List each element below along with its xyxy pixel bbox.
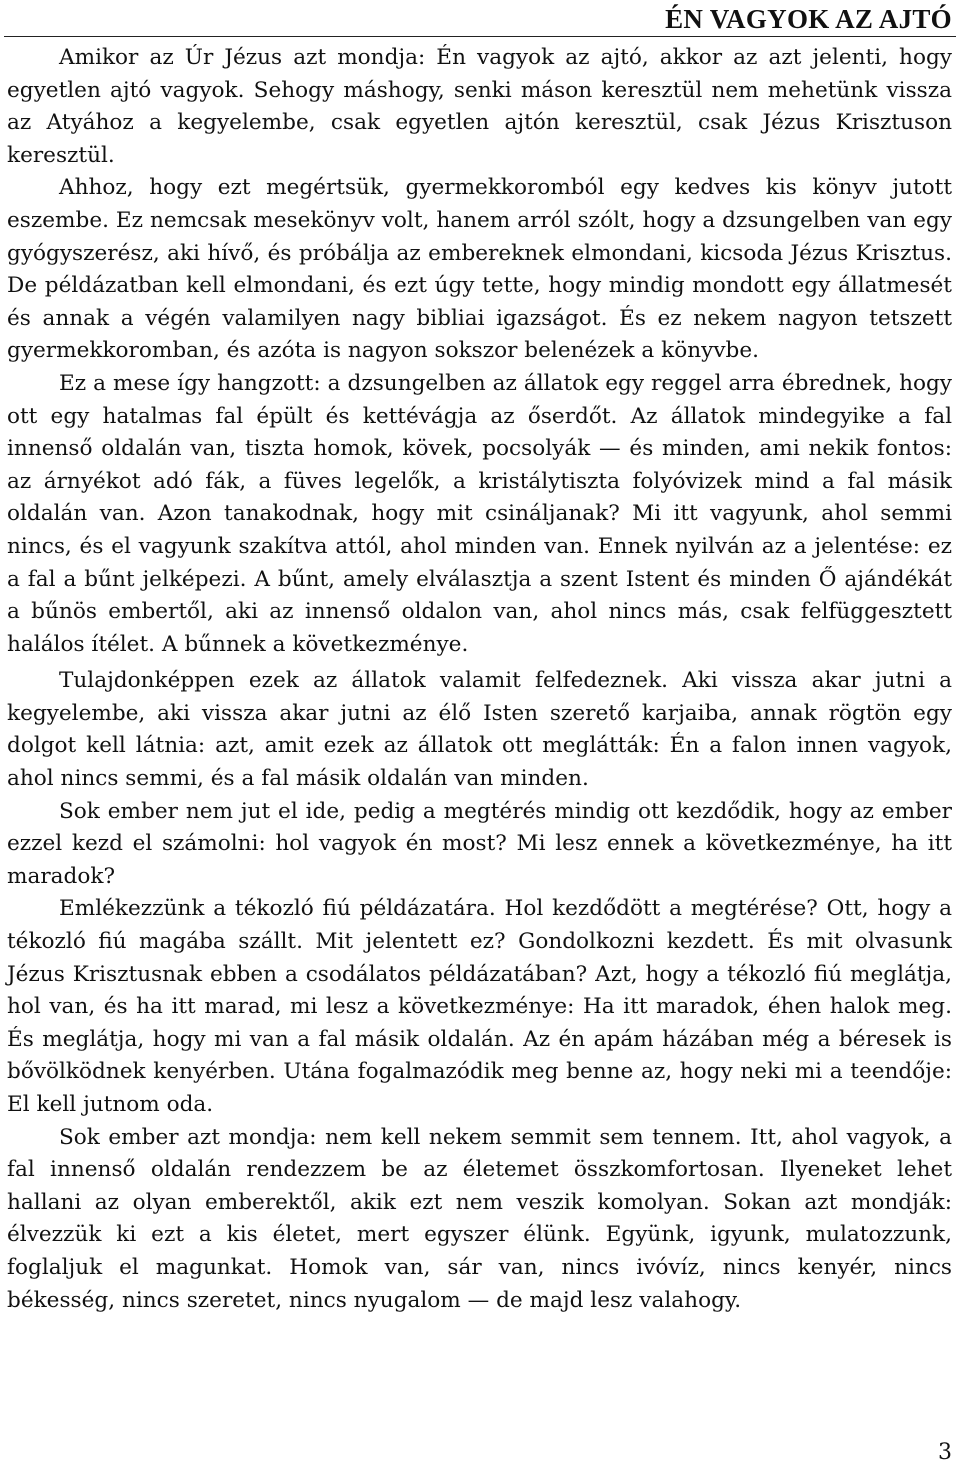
running-header-title: ÉN VAGYOK AZ AJTÓ xyxy=(665,4,952,34)
paragraph-6: Emlékezzünk a tékozló fiú példázatára. Hol kezdődött a megtérése? Ott, hogy a tékozló fiú magába szállt. Mit jelentett ez? Gondolkozni kezdett. És mit olvasunk Jézus Krisztusnak ebben a csodálatos példázatában? Azt, hogy a tékozló fiú meglátja, hol van, és ha itt marad, mi lesz a következménye: Ha itt maradok, éhen halok meg. És meglátja, hogy mi van a fal másik oldalán. Az én apám házában még a béresek is bővölködnek kenyérben. Utána fogalmazódik meg benne az, hogy neki mi a teendője: El kell jutnom oda. xyxy=(7,896,952,1117)
paragraph-7: Sok ember azt mondja: nem kell nekem semmit sem tennem. Itt, ahol vagyok, a fal innenső oldalán rendezzem be az életemet összkomfortosan. Ilyeneket lehet hallani az olyan emberektől, akik ezt nem veszik komolyan. Sokan azt mondják: élvezzük ki ezt a kis életet, mert egyszer élünk. Együnk, igyunk, mulatozzunk, foglaljuk el magunkat. Homok van, sár van, nincs ivóvíz, nincs kenyér, nincs békesség, nincs szeretet, nincs nyugalom — de majd lesz valahogy. xyxy=(7,1124,952,1313)
body-text xyxy=(7,42,952,1317)
page-number: 3 xyxy=(938,1440,952,1465)
header-rule xyxy=(4,36,956,37)
paragraph-4: Tulajdonképpen ezek az állatok valamit felfedeznek. Aki vissza akar jutni a kegyelembe, aki vissza akar jutni az élő Isten szerető karjaiba, annak rögtön egy dolgot kell látnia: azt, amit ezek az állatok ott meglátták: Én a falon innen vagyok, ahol nincs semmi, és a fal másik oldalán van minden. xyxy=(7,668,952,792)
paragraph-2: Ahhoz, hogy ezt megértsük, gyermekkoromból egy kedves kis könyv jutott eszembe. Ez nemcsak mesekönyv volt, hanem arról szólt, hogy a dzsungelben van egy gyógyszerész, aki hívő, és próbálja az embereknek elmondani, kicsoda Jézus Krisztus. De példázatban kell elmondani, és ezt úgy tette, hogy mindig mondott egy állatmesét és annak a végén valamilyen nagy bibliai igazságot. És ez nekem nagyon tetszett gyermekkoromban, és azóta is nagyon sokszor belenézek a könyvbe. xyxy=(7,175,952,364)
paragraph-5: Sok ember nem jut el ide, pedig a megtérés mindig ott kezdődik, hogy az ember ezzel kezd el számolni: hol vagyok én most? Mi lesz ennek a következménye, ha itt maradok? xyxy=(7,798,952,889)
paragraph-1: Amikor az Úr Jézus azt mondja: Én vagyok az ajtó, akkor az azt jelenti, hogy egyetlen ajtó vagyok. Sehogy máshogy, senki máson keresztül nem mehetünk vissza az Atyához a kegyelembe, csak egyetlen ajtón keresztül, csak Jézus Krisztuson keresztül. xyxy=(7,45,952,168)
paragraph-3: Ez a mese így hangzott: a dzsungelben az állatok egy reggel arra ébrednek, hogy ott egy hatalmas fal épült és kettévágja az őserdőt. Az állatok mindegyike a fal innenső oldalán van, tiszta homok, kövek, pocsolyák — és minden, ami nekik fontos: az árnyékot adó fák, a füves legelők, a kristálytiszta folyóvizek mind a fal másik oldalán van. Azon tanakodnak, hogy mit csináljanak? Mi itt vagyunk, ahol semmi nincs, és el vagyunk szakítva attól, ahol minden van. Ennek nyilván az a jelentése: ez a fal a bűnt jelképezi. A bűnt, amely elválasztja a szent Istent és minden Ő ajándékát a bűnös embertől, aki az innenső oldalon van, ahol nincs más, csak felfüggesztett halálos ítélet. A bűnnek a következménye. xyxy=(7,370,952,657)
